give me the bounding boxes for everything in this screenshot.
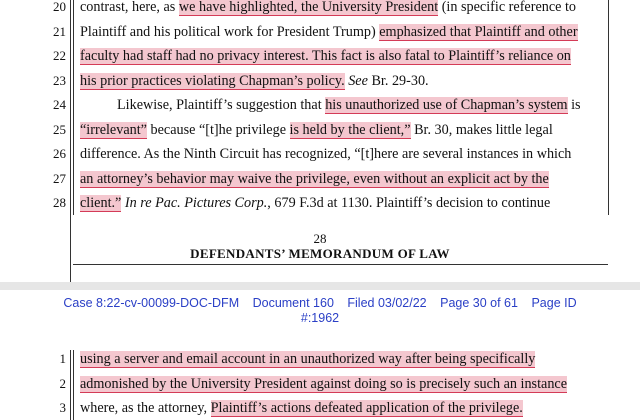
text-line [80, 0, 604, 16]
highlighted-text: his unauthorized use of Chapman’s system [325, 97, 568, 113]
text-line [80, 121, 604, 139]
text-segment: See [348, 72, 368, 89]
text-line [80, 23, 604, 41]
line-number: 23 [53, 72, 66, 88]
case-number: Case 8:22-cv-00099-DOC-DFM [63, 296, 240, 310]
text-segment: (in specific reference to [438, 0, 577, 15]
text-segment: difference. As the Ninth Circuit has recognized, “[t]here are several instances in which [80, 146, 572, 162]
line-number-rule [70, 350, 71, 420]
text-segment: Br. 29-30. [367, 72, 429, 89]
highlighted-text: using a server and email account in an unauthorized way after being specifically [80, 351, 536, 367]
text-segment: is [567, 97, 581, 113]
text-segment: because “[t]he privilege [146, 121, 290, 138]
page-number: 28 [313, 231, 327, 246]
page-gap [0, 282, 640, 290]
highlighted-text: his prior practices violating Chapman’s policy. [80, 72, 345, 89]
line-number: 26 [53, 146, 66, 161]
line-number: 22 [53, 48, 66, 63]
line-number-rule-inner [73, 0, 74, 215]
text-segment: Likewise, Plaintiff’s suggestion that [117, 97, 326, 113]
text-segment: contrast, here, as [80, 0, 179, 15]
text-line [80, 47, 604, 65]
footer-title: DEFENDANTS’ MEMORANDUM OF LAW [190, 246, 450, 261]
text-line [80, 145, 604, 163]
filed-date: Filed 03/02/22 [347, 296, 427, 310]
text-line [80, 350, 604, 368]
page-id-label: Page ID [531, 296, 577, 310]
text-line [80, 72, 604, 90]
text-line [80, 399, 604, 417]
highlighted-text: client.” [80, 195, 122, 211]
text-segment: , 679 F.3d at 1130. Plaintiff’s decision to continue [267, 195, 551, 211]
highlighted-text: admonished by the University President against doing so is precisely such an instance [80, 375, 568, 392]
right-margin-rule [608, 0, 609, 215]
text-line [80, 170, 604, 188]
highlighted-text: emphasized that Plaintiff and other [379, 23, 578, 40]
footer-rule [73, 264, 608, 265]
text-segment: Plaintiff and his political work for President Trump) [80, 23, 380, 40]
page-count: Page 30 of 61 [440, 296, 518, 310]
line-number: 1 [59, 351, 66, 366]
line-number-rule-inner [73, 350, 74, 420]
line-numbers [0, 290, 66, 420]
text-line [117, 96, 604, 114]
highlighted-text: Plaintiff’s actions defeated application of the privilege. [210, 400, 523, 416]
line-number: 20 [53, 0, 66, 14]
highlighted-text: we have highlighted, the University President [178, 0, 439, 15]
text-line [80, 194, 604, 212]
line-number: 3 [59, 400, 66, 415]
page-30 [0, 290, 640, 420]
text-segment: where, as the attorney, [80, 400, 211, 416]
line-number: 2 [59, 375, 66, 391]
line-number: 24 [53, 97, 66, 112]
line-number: 28 [53, 195, 66, 210]
text-line [80, 375, 604, 393]
line-number: 27 [53, 170, 66, 186]
document-number: Document 160 [252, 296, 334, 310]
case-header [0, 296, 640, 326]
highlighted-text: an attorney’s behavior may waive the privilege, even without an explicit act by the [80, 170, 549, 187]
highlighted-text: faculty had staff had no privacy interest. This fact is also fatal to Plaintiff’s reliance on [80, 48, 571, 64]
line-number: 21 [53, 23, 66, 39]
highlighted-text: “irrelevant” [80, 121, 147, 138]
page-id-number: #:1962 [300, 311, 340, 325]
highlighted-text: is held by the client,” [289, 121, 411, 138]
text-segment: In re Pac. Pictures Corp. [124, 195, 268, 211]
text-segment: Br. 30, makes little legal [410, 121, 553, 138]
line-number: 25 [53, 121, 66, 137]
